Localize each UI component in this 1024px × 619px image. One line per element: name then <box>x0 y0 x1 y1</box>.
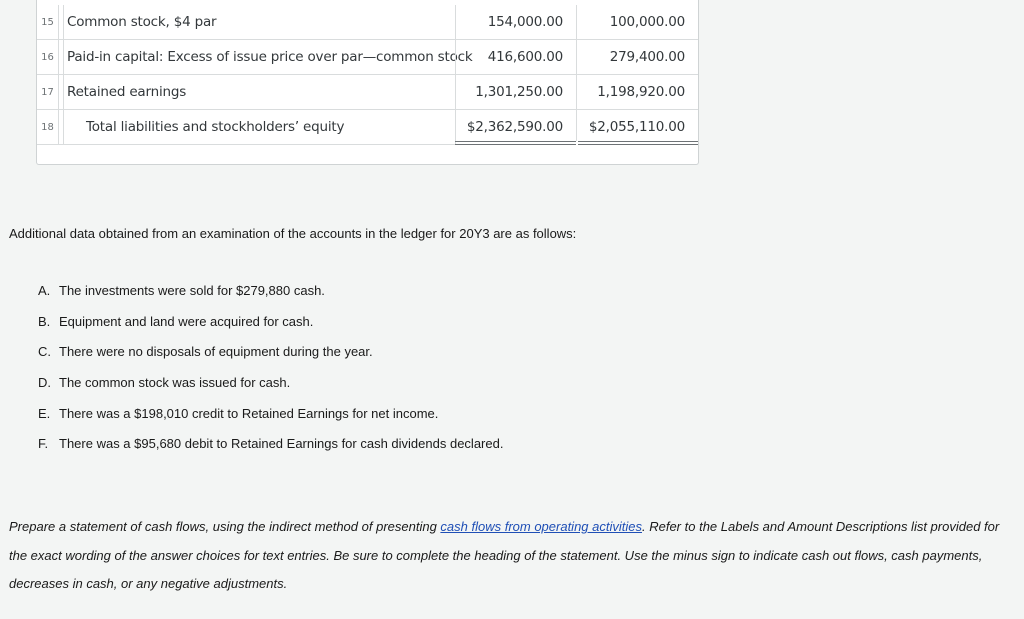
instructions-paragraph <box>9 513 1014 599</box>
row-number: 18 <box>37 110 59 144</box>
list-item <box>38 428 503 459</box>
cash-flows-operating-activities-link[interactable]: cash flows from operating activities <box>440 519 642 534</box>
list-item <box>38 336 503 367</box>
balance-sheet-table <box>36 0 699 165</box>
list-item <box>38 398 503 429</box>
list-item-letter: E. <box>38 405 51 421</box>
instructions-text-after: . Refer to the Labels and Amount Descriptions list provided for the exact wording of the answer choices for text entries. Be sure to complete the heading of the statement. Use the minus sign to indicate cash out flows, cash payments, decreases in cash, or any negative adjustments. <box>9 519 1000 591</box>
table-row <box>37 40 698 75</box>
row-number: 16 <box>37 40 59 74</box>
table-row <box>37 5 698 40</box>
prior-year-amount: 279,400.00 <box>609 49 685 65</box>
current-year-amount: 1,301,250.00 <box>455 75 577 109</box>
prior-year-amount: 1,198,920.00 <box>597 84 685 100</box>
list-item <box>38 275 503 306</box>
prior-year-amount: 100,000.00 <box>609 14 685 30</box>
list-item-letter: D. <box>38 374 51 390</box>
list-item-text: Equipment and land were acquired for cash. <box>59 313 314 329</box>
row-number: 17 <box>37 75 59 109</box>
table-row-total <box>37 110 698 145</box>
list-item-letter: B. <box>38 313 51 329</box>
additional-data-list <box>38 275 503 459</box>
table-row <box>37 75 698 110</box>
list-item-letter: F. <box>38 436 49 452</box>
list-item <box>38 367 503 398</box>
row-label: Retained earnings <box>67 84 187 100</box>
list-item-letter: C. <box>38 344 51 360</box>
row-number: 15 <box>37 5 59 39</box>
list-item-text: There were no disposals of equipment during the year. <box>59 344 373 360</box>
prior-year-amount: $2,055,110.00 <box>588 119 685 135</box>
list-item-text: There was a $95,680 debit to Retained Earnings for cash dividends declared. <box>59 436 504 452</box>
row-label: Common stock, $4 par <box>67 14 217 30</box>
additional-data-intro: Additional data obtained from an examination of the accounts in the ledger for 20Y3 are as follows: <box>9 226 577 241</box>
list-item <box>38 306 503 337</box>
row-label: Paid-in capital: Excess of issue price over par—common stock <box>67 49 473 65</box>
list-item-text: The common stock was issued for cash. <box>59 374 291 390</box>
list-item-text: The investments were sold for $279,880 cash. <box>59 282 325 298</box>
current-year-amount: 154,000.00 <box>455 5 577 39</box>
current-year-amount: $2,362,590.00 <box>455 110 577 144</box>
row-label: Total liabilities and stockholders’ equity <box>86 119 345 135</box>
current-year-amount: 416,600.00 <box>455 40 577 74</box>
list-item-letter: A. <box>38 282 51 298</box>
list-item-text: There was a $198,010 credit to Retained Earnings for net income. <box>59 405 439 421</box>
instructions-text-before: Prepare a statement of cash flows, using the indirect method of presenting <box>9 519 441 534</box>
